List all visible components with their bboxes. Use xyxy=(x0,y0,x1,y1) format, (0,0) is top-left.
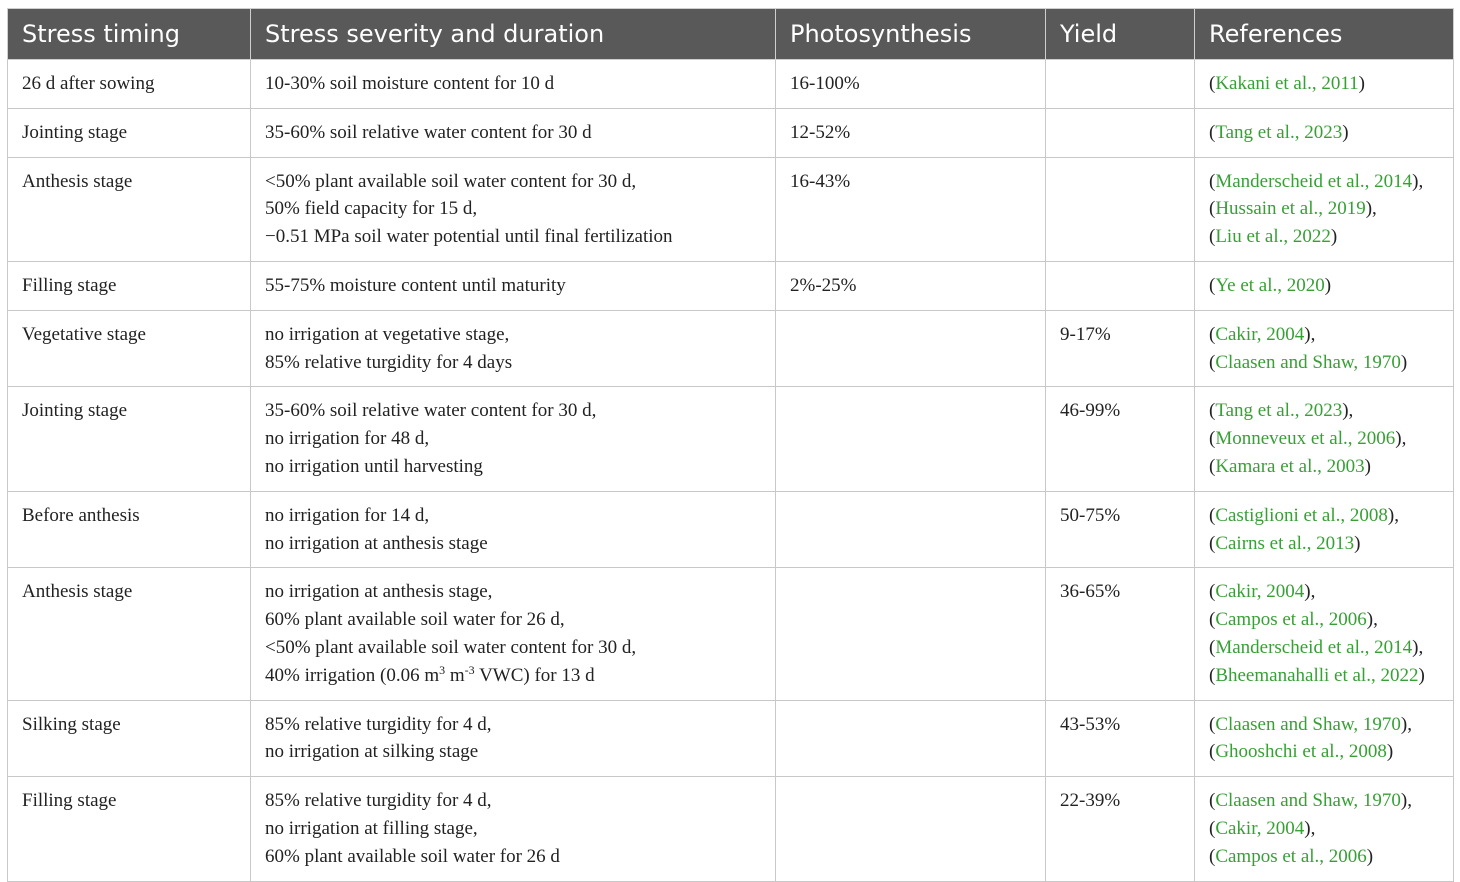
reference-line xyxy=(1209,738,1445,766)
stress-severity-cell xyxy=(251,568,776,700)
reference-line xyxy=(1209,815,1445,843)
reference-open-paren: ( xyxy=(1209,226,1216,248)
photosynthesis-cell: 2%-25% xyxy=(776,261,1046,310)
stress-severity-cell xyxy=(251,777,776,881)
table-row xyxy=(8,108,1454,157)
reference-open-paren: ( xyxy=(1209,274,1216,296)
severity-line xyxy=(265,119,767,147)
photosynthesis-cell: 16-100% xyxy=(776,60,1046,109)
yield-cell: 46-99% xyxy=(1046,387,1195,491)
severity-text: m xyxy=(445,664,465,686)
reference-link[interactable]: Manderscheid et al., 2014 xyxy=(1215,636,1413,658)
reference-link[interactable]: Campos et al., 2006 xyxy=(1215,845,1367,867)
stress-timing-cell: Anthesis stage xyxy=(8,157,251,261)
photosynthesis-cell xyxy=(776,491,1046,568)
reference-close-punct: ) xyxy=(1366,845,1374,867)
reference-close-punct: ), xyxy=(1365,198,1377,220)
reference-open-paren: ( xyxy=(1209,845,1216,867)
severity-text: <50% plant available soil water content for 30 d, xyxy=(265,170,637,192)
reference-line xyxy=(1209,272,1445,300)
severity-line xyxy=(265,397,767,425)
yield-cell xyxy=(1046,60,1195,109)
references-cell xyxy=(1195,700,1454,777)
reference-line xyxy=(1209,195,1445,223)
reference-close-punct: ), xyxy=(1366,609,1378,631)
photosynthesis-cell: 16-43% xyxy=(776,157,1046,261)
references-cell xyxy=(1195,60,1454,109)
severity-line xyxy=(265,662,767,690)
severity-line xyxy=(265,711,767,739)
severity-text: 40% irrigation (0.06 m xyxy=(265,664,440,686)
reference-open-paren: ( xyxy=(1209,664,1216,686)
reference-line xyxy=(1209,70,1445,98)
severity-text: −0.51 MPa soil water potential until final fertilization xyxy=(265,226,673,248)
reference-line xyxy=(1209,530,1445,558)
references-cell xyxy=(1195,157,1454,261)
severity-text: no irrigation until harvesting xyxy=(265,455,483,477)
stress-severity-cell xyxy=(251,157,776,261)
reference-close-punct: ) xyxy=(1358,73,1365,94)
references-cell xyxy=(1195,568,1454,700)
stress-timing-cell: Anthesis stage xyxy=(8,568,251,700)
severity-line xyxy=(265,578,767,606)
reference-link[interactable]: Manderscheid et al., 2014 xyxy=(1215,170,1413,192)
header-photosynthesis: Photosynthesis xyxy=(776,9,1046,60)
reference-open-paren: ( xyxy=(1209,609,1216,631)
table-container xyxy=(7,8,1453,882)
table-row xyxy=(8,700,1454,777)
severity-text: <50% plant available soil water content for 30 d, xyxy=(265,636,637,658)
reference-line xyxy=(1209,843,1445,871)
yield-cell xyxy=(1046,157,1195,261)
reference-link[interactable]: Claasen and Shaw, 1970 xyxy=(1215,790,1401,812)
severity-line xyxy=(265,425,767,453)
reference-line xyxy=(1209,502,1445,530)
severity-line xyxy=(265,502,767,530)
severity-text: no irrigation at anthesis stage xyxy=(265,532,488,554)
table-row xyxy=(8,491,1454,568)
reference-close-punct: ), xyxy=(1387,504,1399,526)
severity-line xyxy=(265,634,767,662)
references-cell xyxy=(1195,777,1454,881)
severity-line xyxy=(265,195,767,223)
stress-timing-cell: Jointing stage xyxy=(8,387,251,491)
yield-cell: 50-75% xyxy=(1046,491,1195,568)
severity-line xyxy=(265,815,767,843)
reference-open-paren: ( xyxy=(1209,817,1216,839)
severity-text: no irrigation at vegetative stage, xyxy=(265,323,510,345)
severity-text: no irrigation at silking stage xyxy=(265,741,479,763)
reference-line xyxy=(1209,453,1445,481)
reference-line xyxy=(1209,606,1445,634)
reference-link[interactable]: Ye et al., 2020 xyxy=(1215,274,1325,296)
severity-text: VWC) for 13 d xyxy=(474,664,595,686)
severity-text: 85% relative turgidity for 4 d, xyxy=(265,713,492,735)
stress-severity-cell xyxy=(251,700,776,777)
reference-link[interactable]: Claasen and Shaw, 1970 xyxy=(1215,713,1401,735)
reference-close-punct: ) xyxy=(1364,455,1371,477)
severity-text: no irrigation at anthesis stage, xyxy=(265,581,493,603)
reference-link[interactable]: Ghooshchi et al., 2008 xyxy=(1215,741,1387,763)
reference-open-paren: ( xyxy=(1209,351,1216,373)
table-row xyxy=(8,568,1454,700)
reference-line xyxy=(1209,711,1445,739)
references-cell xyxy=(1195,491,1454,568)
severity-text: 85% relative turgidity for 4 days xyxy=(265,351,513,373)
stress-severity-cell xyxy=(251,491,776,568)
severity-line xyxy=(265,272,767,300)
reference-link[interactable]: Cakir, 2004 xyxy=(1215,323,1305,345)
reference-open-paren: ( xyxy=(1209,790,1216,812)
yield-cell: 43-53% xyxy=(1046,700,1195,777)
stress-severity-cell xyxy=(251,387,776,491)
reference-close-punct: ), xyxy=(1304,323,1316,345)
photosynthesis-cell xyxy=(776,310,1046,387)
references-cell xyxy=(1195,387,1454,491)
reference-line xyxy=(1209,634,1445,662)
reference-open-paren: ( xyxy=(1209,121,1216,143)
drought-stress-table xyxy=(7,8,1454,882)
stress-timing-cell: Filling stage xyxy=(8,261,251,310)
photosynthesis-cell: 12-52% xyxy=(776,108,1046,157)
reference-link[interactable]: Tang et al., 2023 xyxy=(1215,121,1343,143)
table-row xyxy=(8,777,1454,881)
reference-line xyxy=(1209,397,1445,425)
severity-text: 60% plant available soil water for 26 d xyxy=(265,845,560,867)
reference-line xyxy=(1209,578,1445,606)
reference-close-punct: ), xyxy=(1342,400,1354,422)
severity-text: no irrigation for 14 d, xyxy=(265,504,430,526)
yield-cell: 9-17% xyxy=(1046,310,1195,387)
table-row xyxy=(8,310,1454,387)
stress-timing-cell: Before anthesis xyxy=(8,491,251,568)
reference-close-punct: ), xyxy=(1412,170,1424,192)
reference-close-punct: ) xyxy=(1342,121,1349,143)
reference-open-paren: ( xyxy=(1209,428,1216,450)
severity-line xyxy=(265,787,767,815)
yield-cell xyxy=(1046,261,1195,310)
severity-text: 55-75% moisture content until maturity xyxy=(265,274,566,296)
severity-line xyxy=(265,738,767,766)
reference-open-paren: ( xyxy=(1209,323,1216,345)
reference-close-punct: ) xyxy=(1386,741,1394,763)
severity-line xyxy=(265,530,767,558)
reference-link[interactable]: Claasen and Shaw, 1970 xyxy=(1215,351,1401,373)
reference-open-paren: ( xyxy=(1209,73,1216,94)
severity-line xyxy=(265,453,767,481)
reference-link[interactable]: Cairns et al., 2013 xyxy=(1215,532,1355,554)
severity-text: no irrigation for 48 d, xyxy=(265,428,430,450)
table-body xyxy=(8,60,1454,882)
reference-link[interactable]: Cakir, 2004 xyxy=(1215,581,1305,603)
reference-link[interactable]: Kamara et al., 2003 xyxy=(1215,455,1365,477)
photosynthesis-cell xyxy=(776,700,1046,777)
reference-close-punct: ), xyxy=(1412,636,1424,658)
stress-timing-cell: Jointing stage xyxy=(8,108,251,157)
reference-close-punct: ) xyxy=(1330,226,1338,248)
reference-close-punct: ) xyxy=(1400,351,1408,373)
header-yield: Yield xyxy=(1046,9,1195,60)
reference-open-paren: ( xyxy=(1209,532,1216,554)
reference-close-punct: ) xyxy=(1324,274,1332,296)
reference-open-paren: ( xyxy=(1209,170,1216,192)
severity-text: 10-30% soil moisture content for 10 d xyxy=(265,73,555,94)
severity-line xyxy=(265,168,767,196)
severity-text: 50% field capacity for 15 d, xyxy=(265,198,478,220)
superscript: -3 xyxy=(464,662,475,677)
references-cell xyxy=(1195,261,1454,310)
reference-link[interactable]: Monneveux et al., 2006 xyxy=(1215,428,1396,450)
yield-cell xyxy=(1046,108,1195,157)
reference-line xyxy=(1209,321,1445,349)
reference-line xyxy=(1209,349,1445,377)
reference-link[interactable]: Castiglioni et al., 2008 xyxy=(1215,504,1388,526)
reference-close-punct: ) xyxy=(1354,532,1361,554)
table-row xyxy=(8,387,1454,491)
severity-line xyxy=(265,321,767,349)
reference-link[interactable]: Cakir, 2004 xyxy=(1215,817,1305,839)
severity-text: 35-60% soil relative water content for 30 d, xyxy=(265,400,597,422)
reference-link[interactable]: Kakani et al., 2011 xyxy=(1215,73,1359,94)
stress-severity-cell xyxy=(251,310,776,387)
severity-text: 85% relative turgidity for 4 d, xyxy=(265,790,492,812)
header-references: References xyxy=(1195,9,1454,60)
reference-open-paren: ( xyxy=(1209,581,1216,603)
photosynthesis-cell xyxy=(776,387,1046,491)
reference-close-punct: ), xyxy=(1304,581,1316,603)
severity-line xyxy=(265,606,767,634)
severity-line xyxy=(265,70,767,98)
table-row xyxy=(8,60,1454,109)
reference-open-paren: ( xyxy=(1209,713,1216,735)
reference-close-punct: ), xyxy=(1400,713,1412,735)
severity-text: no irrigation at filling stage, xyxy=(265,817,478,839)
reference-open-paren: ( xyxy=(1209,455,1216,477)
table-row xyxy=(8,261,1454,310)
references-cell xyxy=(1195,310,1454,387)
reference-open-paren: ( xyxy=(1209,636,1216,658)
reference-line xyxy=(1209,425,1445,453)
reference-close-punct: ), xyxy=(1304,817,1316,839)
reference-open-paren: ( xyxy=(1209,741,1216,763)
table-row xyxy=(8,157,1454,261)
severity-text: 60% plant available soil water for 26 d, xyxy=(265,609,565,631)
reference-link[interactable]: Campos et al., 2006 xyxy=(1215,609,1367,631)
photosynthesis-cell xyxy=(776,777,1046,881)
severity-line xyxy=(265,349,767,377)
severity-line xyxy=(265,223,767,251)
header-row xyxy=(8,9,1454,60)
reference-line xyxy=(1209,662,1445,690)
stress-timing-cell: 26 d after sowing xyxy=(8,60,251,109)
superscript: 3 xyxy=(439,662,446,677)
stress-timing-cell: Silking stage xyxy=(8,700,251,777)
reference-line xyxy=(1209,168,1445,196)
reference-close-punct: ) xyxy=(1418,664,1425,686)
reference-line xyxy=(1209,119,1445,147)
reference-link[interactable]: Tang et al., 2023 xyxy=(1215,400,1343,422)
reference-link[interactable]: Bheemanahalli et al., 2022 xyxy=(1215,664,1419,686)
photosynthesis-cell xyxy=(776,568,1046,700)
yield-cell: 22-39% xyxy=(1046,777,1195,881)
yield-cell: 36-65% xyxy=(1046,568,1195,700)
header-stress-severity: Stress severity and duration xyxy=(251,9,776,60)
references-cell xyxy=(1195,108,1454,157)
severity-line xyxy=(265,843,767,871)
reference-open-paren: ( xyxy=(1209,198,1216,220)
reference-link[interactable]: Liu et al., 2022 xyxy=(1215,226,1331,248)
reference-link[interactable]: Hussain et al., 2019 xyxy=(1215,198,1366,220)
header-stress-timing: Stress timing xyxy=(8,9,251,60)
reference-line xyxy=(1209,787,1445,815)
reference-open-paren: ( xyxy=(1209,504,1216,526)
stress-severity-cell xyxy=(251,60,776,109)
reference-line xyxy=(1209,223,1445,251)
severity-text: 35-60% soil relative water content for 30 d xyxy=(265,121,592,143)
stress-severity-cell xyxy=(251,108,776,157)
stress-severity-cell xyxy=(251,261,776,310)
reference-open-paren: ( xyxy=(1209,400,1216,422)
reference-close-punct: ), xyxy=(1395,428,1407,450)
stress-timing-cell: Filling stage xyxy=(8,777,251,881)
stress-timing-cell: Vegetative stage xyxy=(8,310,251,387)
reference-close-punct: ), xyxy=(1400,790,1412,812)
